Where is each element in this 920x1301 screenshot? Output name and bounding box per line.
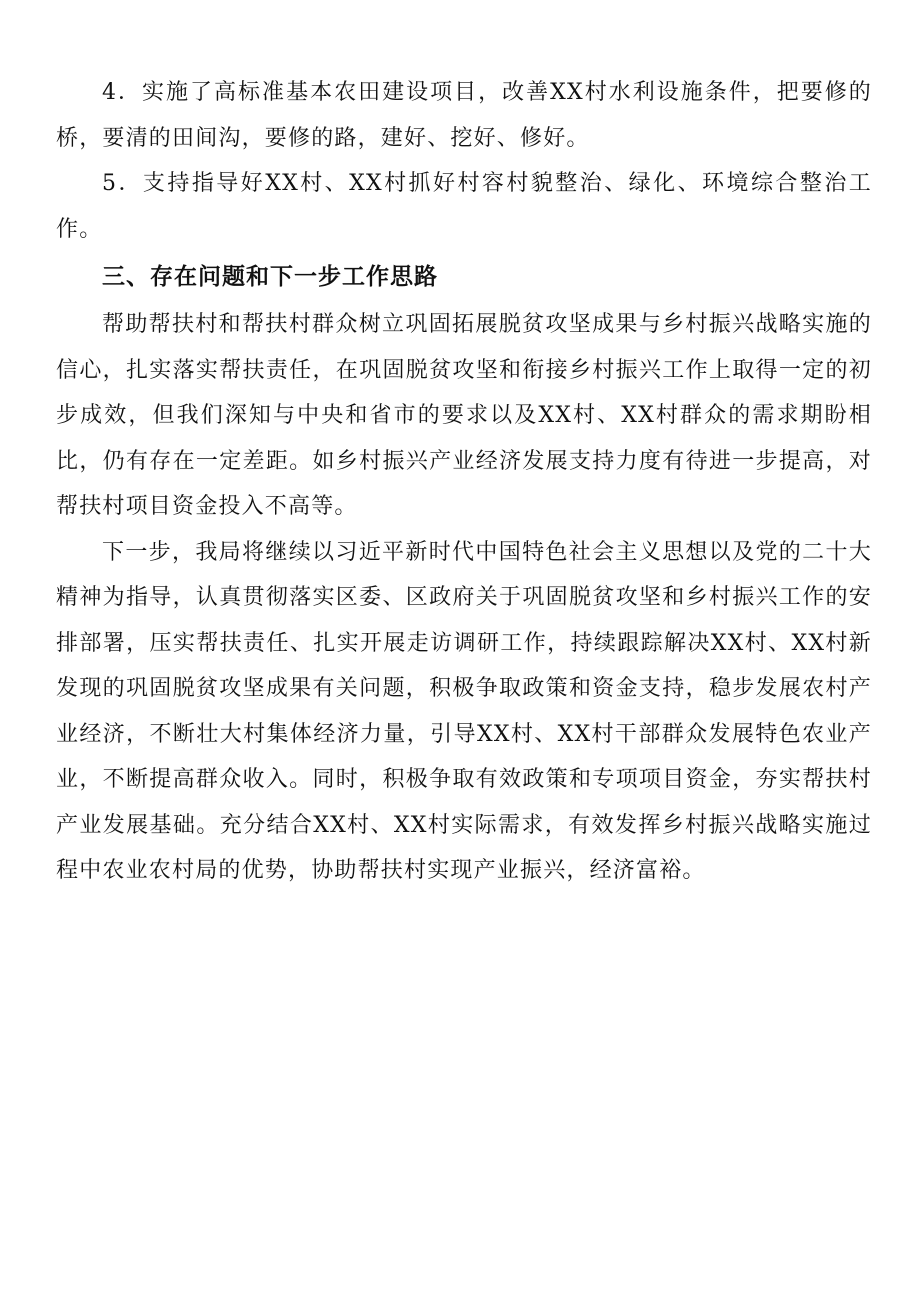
paragraph-problems: 帮助帮扶村和帮扶村群众树立巩固拓展脱贫攻坚成果与乡村振兴战略实施的信心，扎实落实帮扶责任，在巩固脱贫攻坚和衔接乡村振兴工作上取得一定的初步成效，但我们深知与中央和省市的要求以及XX村、XX村群众的需求期盼相比，仍有存在一定差距。如乡村振兴产业经济发展支持力度有待进一步提高，对帮扶村项目资金投入不高等。 bbox=[56, 312, 872, 519]
section-heading: 三、存在问题和下一步工作思路 bbox=[102, 264, 438, 290]
list-item-5: 5．支持指导好XX村、XX村抓好村容村貌整治、绿化、环境综合整治工作。 bbox=[56, 171, 872, 242]
document-page bbox=[56, 70, 872, 894]
list-item-4: 4．实施了高标准基本农田建设项目，改善XX村水利设施条件，把要修的桥，要清的田间沟，要修的路，建好、挖好、修好。 bbox=[56, 80, 872, 151]
paragraph-next-steps: 下一步，我局将继续以习近平新时代中国特色社会主义思想以及党的二十大精神为指导，认真贯彻落实区委、区政府关于巩固脱贫攻坚和乡村振兴工作的安排部署，压实帮扶责任、扎实开展走访调研工作，持续跟踪解决XX村、XX村新发现的巩固脱贫攻坚成果有关问题，积极争取政策和资金支持，稳步发展农村产业经济，不断壮大村集体经济力量，引导XX村、XX村干部群众发展特色农业产业，不断提高群众收入。同时，积极争取有效政策和专项项目资金，夯实帮扶村产业发展基础。充分结合XX村、XX村实际需求，有效发挥乡村振兴战略实施过程中农业农村局的优势，协助帮扶村实现产业振兴，经济富裕。 bbox=[56, 539, 872, 883]
